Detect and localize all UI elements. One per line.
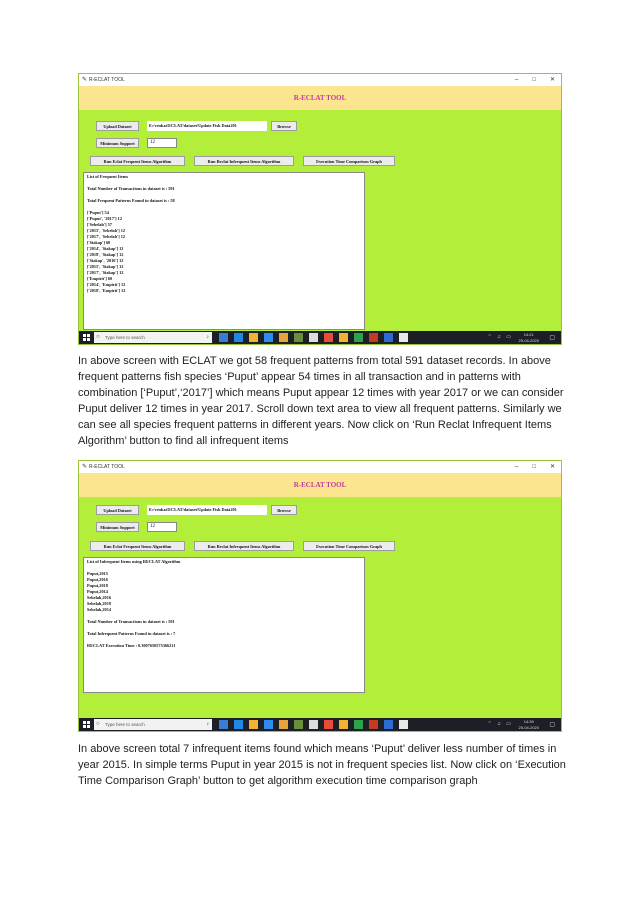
taskbar-app-icon[interactable] [309, 720, 318, 729]
minimum-support-input[interactable]: 12 [147, 522, 177, 532]
clock-date: 25-04-2020 [518, 337, 539, 343]
output-line: ['2018', 'Siakap'] 12 [87, 252, 124, 257]
paragraph-line: Algorithm’ button to find all infrequent items [78, 435, 289, 447]
taskbar-search-box[interactable] [94, 719, 212, 730]
maximize-button[interactable]: □ [532, 77, 536, 83]
paragraph-line: combination [‘Puput’,‘2017’] which means Puput appear 12 times with year 2017 or we can consider [78, 387, 564, 399]
taskbar-app-icon[interactable] [249, 720, 258, 729]
taskbar-app-icon[interactable] [219, 333, 228, 342]
search-icon: ○ [96, 721, 100, 727]
app-banner: R-ECLAT TOOL [79, 473, 561, 497]
taskbar-clock[interactable] [519, 719, 539, 730]
taskbar-search-box[interactable] [94, 332, 212, 343]
taskbar-app-icon[interactable] [309, 333, 318, 342]
output-line: Total Frequent Patterns Found in dataset is : 58 [87, 198, 175, 203]
output-line: ['2018', 'Empirit'] 12 [87, 288, 126, 293]
output-line: ['2015', 'Siakap'] 12 [87, 264, 124, 269]
output-line: ['Puput', '2017'] 12 [87, 216, 122, 221]
output-line: Puput,2018 [87, 583, 108, 588]
browse-button[interactable]: Browse [271, 121, 297, 131]
run-reclat-button[interactable]: Run Reclat Infrequent Items Algorithm [194, 156, 294, 166]
taskbar-app-icon[interactable] [384, 720, 393, 729]
output-line: ['2015', 'Sebelah'] 12 [87, 228, 126, 233]
output-line: Puput,2015 [87, 571, 108, 576]
taskbar-app-icon[interactable] [249, 333, 258, 342]
output-text-area[interactable] [83, 557, 365, 693]
clock-time: 14:39 [523, 719, 534, 724]
paragraph-line: In above screen total 7 infrequent items found which means ‘Puput’ deliver less number of times in [78, 743, 557, 755]
taskbar-app-icon[interactable] [294, 333, 303, 342]
windows-taskbar [79, 718, 561, 731]
taskbar-clock[interactable] [519, 332, 539, 343]
notification-icon[interactable]: ▢ [549, 722, 555, 728]
taskbar-app-icon[interactable] [219, 720, 228, 729]
windows-taskbar [79, 331, 561, 344]
output-line: ['2014', 'Siakap'] 12 [87, 246, 124, 251]
paragraph-line: year 2015. In simple terms Puput in year 2015 is not in frequent species list. Now click on ‘Execution [78, 759, 566, 771]
system-tray-icons[interactable]: ⌃ ♫ ▭ [487, 721, 513, 727]
taskbar-app-icon[interactable] [324, 333, 333, 342]
upload-dataset-button[interactable]: Upload Dataset [96, 505, 139, 515]
output-line: ['2014', 'Empirit'] 12 [87, 282, 126, 287]
window-controls [515, 461, 555, 473]
time-comparison-graph-button[interactable]: Execution Time Comparison Graph [303, 156, 395, 166]
microphone-icon[interactable]: ♪ [206, 334, 209, 340]
paragraph-line: In above screen with ECLAT we got 58 frequent patterns from total 591 dataset records. In above [78, 355, 551, 367]
window-title: R-ECLAT TOOL [89, 464, 125, 470]
close-button[interactable]: ✕ [549, 464, 555, 470]
search-placeholder: Type here to search [105, 335, 145, 340]
taskbar-apps [219, 333, 408, 342]
output-line: ['Puput'] 54 [87, 210, 109, 215]
output-line: Total Number of Transactions in dataset is : 591 [87, 619, 175, 624]
taskbar-app-icon[interactable] [369, 333, 378, 342]
output-line: Total Number of Transactions in dataset is : 591 [87, 186, 175, 191]
output-line: ['Sebelah'] 57 [87, 222, 112, 227]
output-text-area[interactable] [83, 172, 365, 330]
minimum-support-label: Minimum Support [96, 522, 139, 532]
windows-start-icon[interactable] [83, 721, 90, 728]
taskbar-app-icon[interactable] [294, 720, 303, 729]
taskbar-app-icon[interactable] [339, 333, 348, 342]
minimum-support-label: Minimum Support [96, 138, 139, 148]
run-eclat-button[interactable]: Run Eclat Frequent Items Algorithm [90, 156, 185, 166]
dataset-path-field: E:/venkat/ECLAT/dataset/Update Fish Data201 [147, 121, 267, 131]
clock-time: 14:21 [523, 332, 534, 337]
app-banner: R-ECLAT TOOL [79, 86, 561, 110]
output-line: Total Infrequent Patterns Found in dataset is : 7 [87, 631, 176, 636]
description-paragraph-2 [78, 741, 568, 789]
taskbar-app-icon[interactable] [339, 720, 348, 729]
taskbar-app-icon[interactable] [264, 720, 273, 729]
maximize-button[interactable]: □ [532, 464, 536, 470]
taskbar-app-icon[interactable] [354, 720, 363, 729]
taskbar-app-icon[interactable] [234, 333, 243, 342]
output-line: Puput,2016 [87, 577, 108, 582]
output-line: ['Siakap', '2016'] 12 [87, 258, 124, 263]
paragraph-line: frequent patterns fish species ‘Puput’ appear 54 times in all transaction and in patterns with [78, 371, 521, 383]
taskbar-app-icon[interactable] [279, 333, 288, 342]
dataset-path-field: E:/venkat/ECLAT/dataset/Update Fish Data201 [147, 505, 267, 515]
minimum-support-input[interactable]: 12 [147, 138, 177, 148]
time-comparison-graph-button[interactable]: Execution Time Comparison Graph [303, 541, 395, 551]
output-line: RECLAT Execution Time : 0.3007650575366211 [87, 643, 176, 648]
paragraph-line: Time Comparison Graph’ button to get algorithm execution time comparison graph [78, 775, 478, 787]
taskbar-app-icon[interactable] [264, 333, 273, 342]
minimize-button[interactable]: – [515, 77, 519, 83]
notification-icon[interactable]: ▢ [549, 335, 555, 341]
microphone-icon[interactable]: ♪ [206, 721, 209, 727]
feather-app-icon: ✎ [82, 464, 88, 470]
output-line: Sebelah,2018 [87, 601, 111, 606]
app-screenshot-frequent [78, 73, 562, 345]
output-line: Sebelah,2014 [87, 607, 111, 612]
taskbar-app-icon[interactable] [279, 720, 288, 729]
system-tray-icons[interactable]: ⌃ ♫ ▭ [487, 334, 513, 340]
minimize-button[interactable]: – [515, 464, 519, 470]
output-line: Puput,2014 [87, 589, 108, 594]
window-title: R-ECLAT TOOL [89, 77, 125, 83]
output-line: ['Empirit'] 60 [87, 276, 113, 281]
taskbar-app-icon[interactable] [399, 333, 408, 342]
run-reclat-button[interactable]: Run Reclat Infrequent Items Algorithm [194, 541, 294, 551]
run-eclat-button[interactable]: Run Eclat Frequent Items Algorithm [90, 541, 185, 551]
taskbar-app-icon[interactable] [399, 720, 408, 729]
output-line: Sebelah,2016 [87, 595, 111, 600]
app-screenshot-infrequent [78, 460, 562, 732]
paragraph-line: can see all species frequent patterns in different years. Now click on ‘Run Reclat Infrequent Items [78, 419, 552, 431]
output-line: ['Siakap'] 60 [87, 240, 111, 245]
windows-start-icon[interactable] [83, 334, 90, 341]
output-line: ['2017', 'Sebelah'] 12 [87, 234, 126, 239]
output-line: List of Frequent Items [87, 174, 129, 179]
close-button[interactable]: ✕ [549, 77, 555, 83]
search-placeholder: Type here to search [105, 722, 145, 727]
upload-dataset-button[interactable]: Upload Dataset [96, 121, 139, 131]
window-titlebar [79, 461, 561, 473]
browse-button[interactable]: Browse [271, 505, 297, 515]
taskbar-app-icon[interactable] [234, 720, 243, 729]
search-icon: ○ [96, 334, 100, 340]
feather-app-icon: ✎ [82, 77, 88, 83]
description-paragraph-1 [78, 353, 568, 449]
window-controls [515, 74, 555, 86]
taskbar-app-icon[interactable] [324, 720, 333, 729]
clock-date: 25-04-2020 [518, 724, 539, 730]
taskbar-app-icon[interactable] [369, 720, 378, 729]
output-line: List of Infrequent Items using RECLAT Algorithm [87, 559, 181, 564]
output-line: ['2017', 'Siakap'] 12 [87, 270, 124, 275]
paragraph-line: Puput deliver 12 times in year 2017. Scroll down text area to view all frequent patterns. Similarly we [78, 403, 562, 415]
taskbar-apps [219, 720, 408, 729]
taskbar-app-icon[interactable] [354, 333, 363, 342]
taskbar-app-icon[interactable] [384, 333, 393, 342]
window-titlebar [79, 74, 561, 86]
